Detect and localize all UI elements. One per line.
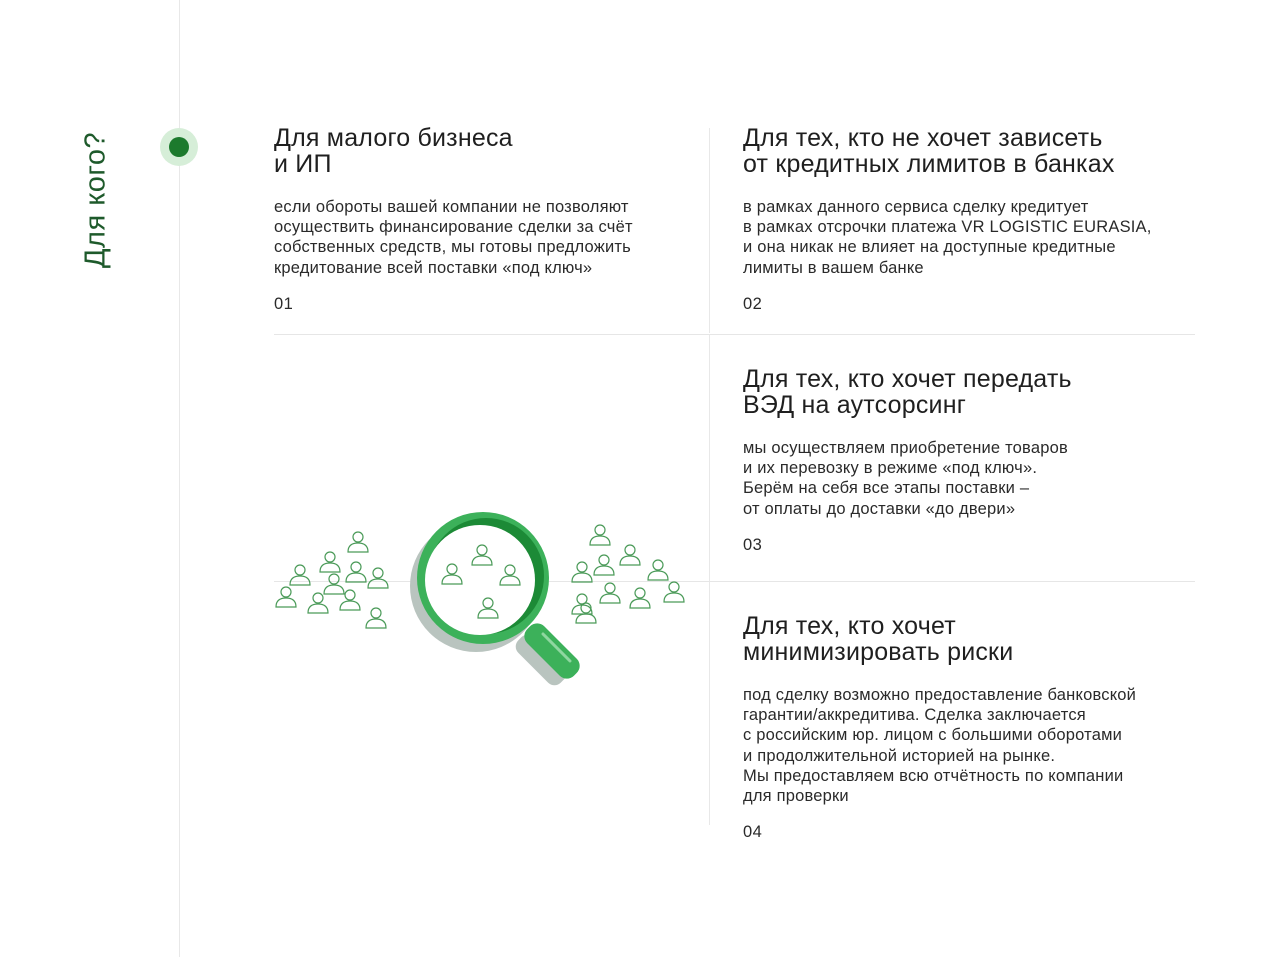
card-text: под сделку возможно предоставление банковской гарантии/аккредитива. Сделка заключается с российским юр. лицом с большими оборотами и продолжительной историей на рынке. Мы предоставляем всю отчётность по компании для проверки: [743, 686, 1137, 806]
divider-horizontal-1: [274, 334, 1195, 335]
card-title: Для тех, кто хочет минимизировать риски: [743, 612, 1014, 666]
section-title: Для кого?: [79, 131, 112, 269]
divider-vertical-bottom: [709, 335, 710, 825]
card-title: Для малого бизнеса и ИП: [274, 124, 513, 178]
card-risks: [743, 613, 1183, 842]
card-text: мы осуществляем приобретение товаров и их перевозку в режиме «под ключ». Берём на себя все этапы поставки – от оплаты до доставки «до двери»: [743, 439, 1068, 518]
card-text: если обороты вашей компании не позволяют осуществить финансирование сделки за счёт собственных средств, мы готовы предложить кредитование всей поставки «под ключ»: [274, 198, 633, 277]
magnifier-people-icon: [268, 500, 688, 700]
card-number: 02: [743, 294, 763, 313]
timeline-dot: [160, 128, 198, 166]
card-credit-limits: [743, 125, 1183, 314]
card-title: Для тех, кто не хочет зависеть от кредитных лимитов в банках: [743, 124, 1115, 178]
card-title: Для тех, кто хочет передать ВЭД на аутсорсинг: [743, 365, 1072, 419]
card-text: в рамках данного сервиса сделку кредитует в рамках отсрочки платежа VR LOGISTIC EURASIA, и она никак не влияет на доступные кредитные лимиты в вашем банке: [743, 198, 1152, 277]
card-number: 01: [274, 294, 294, 313]
card-outsourcing: [743, 366, 1183, 555]
card-number: 03: [743, 535, 763, 554]
card-small-business: [274, 125, 714, 314]
card-number: 04: [743, 823, 763, 842]
